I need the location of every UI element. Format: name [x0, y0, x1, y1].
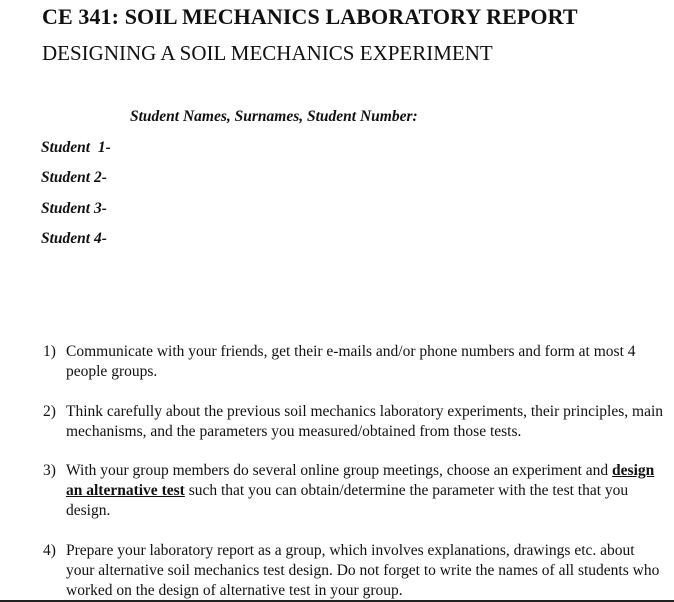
- instruction-text: Communicate with your friends, get their e-mails and/or phone numbers and form at most 4 people groups.: [66, 343, 636, 380]
- student-2-label: Student 2-: [41, 169, 107, 186]
- instruction-number: 2): [43, 403, 56, 420]
- instruction-text: Prepare your laboratory report as a group, which involves explanations, drawings etc. about your alternative soil mechanics test design. Do not forget to write the names of all students who worked on the design of alternative test in your group.: [66, 542, 660, 599]
- page-title: CE 341: SOIL MECHANICS LABORATORY REPORT: [42, 4, 578, 29]
- student-3-label: Student 3-: [41, 200, 107, 217]
- instruction-number: 3): [43, 462, 56, 479]
- instruction-text-before: With your group members do several online group meetings, choose an experiment and: [66, 462, 613, 479]
- instruction-text-after: such that you can obtain/determine the parameter with the test that you design.: [66, 482, 629, 519]
- instruction-item-1: [43, 342, 663, 382]
- page-subtitle: DESIGNING A SOIL MECHANICS EXPERIMENT: [42, 41, 493, 65]
- instruction-text: Think carefully about the previous soil mechanics laboratory experiments, their principles, main mechanisms, and the parameters you measured/obtained from those tests.: [66, 403, 663, 440]
- instruction-item-2: [43, 402, 663, 442]
- instruction-text: [66, 461, 663, 521]
- instruction-item-3: [43, 461, 663, 521]
- student-1-label: Student 1-: [41, 139, 111, 156]
- emphasized-phrase: design an alternative test: [66, 462, 655, 499]
- student-4-label: Student 4-: [41, 230, 107, 247]
- student-names-heading: Student Names, Surnames, Student Number:: [130, 108, 418, 125]
- instruction-number: 4): [43, 542, 56, 559]
- instruction-item-4: [43, 541, 663, 601]
- instruction-number: 1): [43, 343, 56, 360]
